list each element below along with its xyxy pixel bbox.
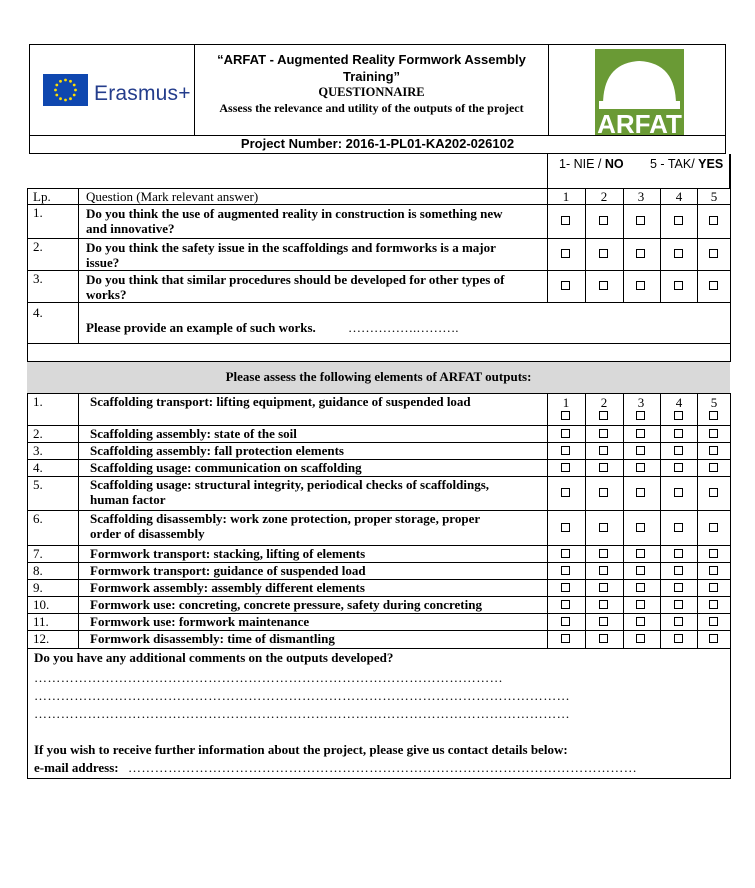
rating-checkbox-2[interactable] <box>599 566 608 575</box>
rating-checkbox-1[interactable] <box>561 463 570 472</box>
table-rule <box>27 778 731 779</box>
rating-checkbox-5[interactable] <box>709 549 718 558</box>
rating-checkbox-3[interactable] <box>636 523 645 532</box>
question-text-line-2: and innovative? <box>86 221 175 236</box>
rating-checkbox-2[interactable] <box>599 617 608 626</box>
document-title <box>195 51 548 85</box>
rating-checkbox-3[interactable] <box>636 583 645 592</box>
item-text-line-1: Formwork use: concreting, concrete pressure, safety during concreting <box>90 597 482 612</box>
rating-checkbox-5[interactable] <box>709 523 718 532</box>
assessment-item <box>90 394 542 409</box>
rating-checkbox-4[interactable] <box>674 549 683 558</box>
rating-checkbox-4[interactable] <box>674 634 683 643</box>
rating-checkbox-1[interactable] <box>561 566 570 575</box>
rating-checkbox-5[interactable] <box>709 429 718 438</box>
rating-checkbox-2[interactable] <box>599 523 608 532</box>
item-number: 1. <box>33 394 43 409</box>
rating-checkbox-1[interactable] <box>561 488 570 497</box>
email-label: e-mail address: <box>34 760 119 775</box>
table-rule <box>585 188 586 302</box>
item-number: 3. <box>33 443 43 458</box>
comments-line-3[interactable]: ………………………………………………………………………………………………………… <box>34 706 570 721</box>
rating-checkbox-1[interactable] <box>561 446 570 455</box>
question-text-line-2: works? <box>86 287 127 302</box>
rating-checkbox-3[interactable] <box>636 488 645 497</box>
rating-checkbox-4[interactable] <box>674 463 683 472</box>
item-text-line-2: order of disassembly <box>90 526 205 541</box>
rating-header-3: 3 <box>637 189 645 204</box>
question-number: 2. <box>33 239 43 254</box>
table-rule <box>78 393 79 648</box>
scale-high-en: YES <box>698 157 724 171</box>
rating-header-5: 5 <box>710 189 718 204</box>
assessment-item <box>90 546 542 561</box>
assessment-item <box>90 563 542 578</box>
rating-checkbox-5[interactable] <box>709 600 718 609</box>
rating-checkbox-5[interactable] <box>709 249 718 258</box>
rating-checkbox-1[interactable] <box>561 634 570 643</box>
rating-checkbox-4[interactable] <box>674 411 683 420</box>
rating-checkbox-2[interactable] <box>599 463 608 472</box>
question-4-answer-field[interactable]: …………….………. <box>348 320 459 335</box>
assessment-item <box>90 477 542 507</box>
rating-checkbox-1[interactable] <box>561 216 570 225</box>
table-rule <box>27 648 731 649</box>
item-number: 9. <box>33 580 43 595</box>
document-subtitle: QUESTIONNAIRE <box>318 85 425 99</box>
item-text-line-1: Scaffolding transport: lifting equipment, guidance of suspended load <box>90 394 471 409</box>
rating-checkbox-2[interactable] <box>599 429 608 438</box>
arfat-logo-cell <box>548 45 726 135</box>
rating-checkbox-2[interactable] <box>599 488 608 497</box>
table-rule <box>730 154 731 188</box>
table-rule <box>730 188 731 361</box>
question-text-line-1: Do you think the safety issue in the scaffoldings and formworks is a major <box>86 240 496 255</box>
item-text-line-1: Scaffolding assembly: fall protection elements <box>90 443 344 458</box>
section2-heading: Please assess the following elements of ARFAT outputs: <box>225 369 532 384</box>
rating-scale-legend <box>547 154 730 188</box>
rating-checkbox-2[interactable] <box>599 549 608 558</box>
erasmus-logo-text: Erasmus+ <box>94 82 191 105</box>
rating-checkbox-2[interactable] <box>599 411 608 420</box>
rating-checkbox-1[interactable] <box>561 617 570 626</box>
rating-checkbox-3[interactable] <box>636 216 645 225</box>
rating-checkbox-2[interactable] <box>599 281 608 290</box>
column-header-lp: Lp. <box>33 189 51 204</box>
rating-checkbox-2[interactable] <box>599 600 608 609</box>
rating-checkbox-5[interactable] <box>709 463 718 472</box>
item-text-line-1: Scaffolding disassembly: work zone protection, proper storage, proper <box>90 511 481 526</box>
rating-checkbox-1[interactable] <box>561 523 570 532</box>
rating-checkbox-2[interactable] <box>599 249 608 258</box>
scale-low-label: 1- NIE / <box>559 157 605 171</box>
rating-checkbox-4[interactable] <box>674 446 683 455</box>
comments-question: Do you have any additional comments on the outputs developed? <box>34 650 394 665</box>
item-number: 10. <box>33 597 50 612</box>
rating-header-2: 2 <box>600 189 608 204</box>
contact-request: If you wish to receive further information about the project, please give us contact details below: <box>34 742 568 757</box>
question-number: 1. <box>33 205 43 220</box>
question-text <box>86 272 542 302</box>
table-rule <box>27 188 28 361</box>
eu-flag-icon <box>43 74 88 106</box>
rating-checkbox-5[interactable] <box>709 634 718 643</box>
rating-checkbox-4[interactable] <box>674 566 683 575</box>
rating-checkbox-2[interactable] <box>599 583 608 592</box>
rating-checkbox-3[interactable] <box>636 566 645 575</box>
assessment-item <box>90 460 542 475</box>
rating-checkbox-1[interactable] <box>561 249 570 258</box>
table-rule <box>730 393 731 778</box>
table-rule <box>27 238 731 239</box>
rating-checkbox-2[interactable] <box>599 216 608 225</box>
email-field[interactable]: …………………………………………………………………………………………………… <box>128 760 638 775</box>
assessment-item <box>90 426 542 441</box>
assessment-item <box>90 614 542 629</box>
rating-header-1: 1 <box>562 189 570 204</box>
table-rule <box>27 343 731 344</box>
rating-checkbox-4[interactable] <box>674 429 683 438</box>
document-instruction: Assess the relevance and utility of the outputs of the project <box>219 101 524 115</box>
question-text <box>86 206 542 236</box>
table-rule <box>697 393 698 648</box>
rating-checkbox-5[interactable] <box>709 583 718 592</box>
rating-checkbox-4[interactable] <box>674 488 683 497</box>
table-rule <box>27 302 731 303</box>
table-rule <box>623 188 624 302</box>
rating-header-1: 1 <box>562 395 570 410</box>
rating-checkbox-2[interactable] <box>599 634 608 643</box>
table-rule <box>27 361 731 362</box>
item-number: 11. <box>33 614 49 629</box>
assessment-item <box>90 631 542 646</box>
table-rule <box>585 393 586 648</box>
rating-checkbox-3[interactable] <box>636 446 645 455</box>
scale-low-en: NO <box>604 157 624 171</box>
table-rule <box>660 393 661 648</box>
assessment-item <box>90 597 542 612</box>
title-line-2: Training” <box>342 69 401 84</box>
scale-high-label: 5 - TAK/ <box>650 157 699 171</box>
rating-checkbox-3[interactable] <box>636 429 645 438</box>
rating-checkbox-5[interactable] <box>709 617 718 626</box>
question-4-number: 4. <box>33 305 43 320</box>
arfat-logo-text: ARFAT <box>597 109 682 135</box>
item-number: 2. <box>33 426 43 441</box>
rating-checkbox-3[interactable] <box>636 249 645 258</box>
rating-header-2: 2 <box>600 395 608 410</box>
comments-line-1[interactable]: …………………………………………………………………………………………… <box>34 670 503 685</box>
rating-checkbox-5[interactable] <box>709 216 718 225</box>
table-rule <box>27 270 731 271</box>
rating-checkbox-3[interactable] <box>636 634 645 643</box>
item-text-line-1: Formwork transport: stacking, lifting of elements <box>90 546 366 561</box>
rating-header-4: 4 <box>675 189 683 204</box>
rating-checkbox-4[interactable] <box>674 249 683 258</box>
table-rule <box>547 393 548 648</box>
rating-checkbox-3[interactable] <box>636 411 645 420</box>
table-rule <box>547 188 548 302</box>
item-text-line-1: Formwork assembly: assembly different elements <box>90 580 365 595</box>
assessment-item <box>90 443 542 458</box>
rating-checkbox-5[interactable] <box>709 281 718 290</box>
rating-checkbox-3[interactable] <box>636 549 645 558</box>
project-number: Project Number: 2016-1-PL01-KA202-026102 <box>29 136 726 154</box>
item-number: 7. <box>33 546 43 561</box>
table-rule <box>697 188 698 302</box>
document-header <box>29 44 726 136</box>
rating-checkbox-4[interactable] <box>674 583 683 592</box>
rating-checkbox-4[interactable] <box>674 617 683 626</box>
rating-checkbox-1[interactable] <box>561 549 570 558</box>
arfat-logo <box>595 49 684 135</box>
item-text-line-2: human factor <box>90 492 166 507</box>
rating-header-5: 5 <box>710 395 718 410</box>
question-text-line-2: issue? <box>86 255 120 270</box>
item-text-line-1: Scaffolding usage: communication on scaffolding <box>90 460 362 475</box>
rating-checkbox-4[interactable] <box>674 281 683 290</box>
rating-checkbox-5[interactable] <box>709 446 718 455</box>
item-number: 12. <box>33 631 50 646</box>
header-title-cell <box>195 45 548 135</box>
rating-checkbox-1[interactable] <box>561 600 570 609</box>
rating-checkbox-1[interactable] <box>561 583 570 592</box>
rating-checkbox-3[interactable] <box>636 617 645 626</box>
erasmus-logo-cell <box>30 45 195 135</box>
rating-header-3: 3 <box>637 395 645 410</box>
table-rule <box>660 188 661 302</box>
column-header-question: Question (Mark relevant answer) <box>86 189 259 204</box>
question-text-line-1: Do you think the use of augmented reality in construction is something new <box>86 206 503 221</box>
rating-checkbox-4[interactable] <box>674 600 683 609</box>
rating-checkbox-5[interactable] <box>709 488 718 497</box>
rating-checkbox-1[interactable] <box>561 411 570 420</box>
table-rule <box>623 393 624 648</box>
assessment-item <box>90 511 542 541</box>
item-number: 8. <box>33 563 43 578</box>
item-text-line-1: Formwork disassembly: time of dismantling <box>90 631 335 646</box>
item-number: 5. <box>33 477 43 492</box>
scale-low <box>559 157 624 171</box>
rating-checkbox-4[interactable] <box>674 523 683 532</box>
title-line-1: “ARFAT - Augmented Reality Formwork Assembly <box>217 52 526 67</box>
rating-checkbox-1[interactable] <box>561 281 570 290</box>
table-rule <box>27 393 28 778</box>
item-text-line-1: Formwork transport: guidance of suspended load <box>90 563 366 578</box>
item-text-line-1: Formwork use: formwork maintenance <box>90 614 310 629</box>
question-number: 3. <box>33 271 43 286</box>
table-rule <box>27 204 731 205</box>
rating-checkbox-2[interactable] <box>599 446 608 455</box>
item-number: 4. <box>33 460 43 475</box>
scale-high <box>650 157 723 171</box>
item-number: 6. <box>33 511 43 526</box>
item-text-line-1: Scaffolding assembly: state of the soil <box>90 426 297 441</box>
assessment-item <box>90 580 542 595</box>
table-rule <box>78 188 79 343</box>
question-text-line-1: Do you think that similar procedures should be developed for other types of <box>86 272 505 287</box>
rating-checkbox-5[interactable] <box>709 411 718 420</box>
rating-checkbox-4[interactable] <box>674 216 683 225</box>
rating-header-4: 4 <box>675 395 683 410</box>
rating-checkbox-3[interactable] <box>636 600 645 609</box>
item-text-line-1: Scaffolding usage: structural integrity, periodical checks of scaffoldings, <box>90 477 490 492</box>
rating-checkbox-3[interactable] <box>636 463 645 472</box>
comments-line-2[interactable]: ………………………………………………………………………………………………………… <box>34 688 570 703</box>
rating-checkbox-5[interactable] <box>709 566 718 575</box>
question-4-text: Please provide an example of such works. <box>86 320 316 335</box>
rating-checkbox-3[interactable] <box>636 281 645 290</box>
question-text <box>86 240 542 270</box>
rating-checkbox-1[interactable] <box>561 429 570 438</box>
